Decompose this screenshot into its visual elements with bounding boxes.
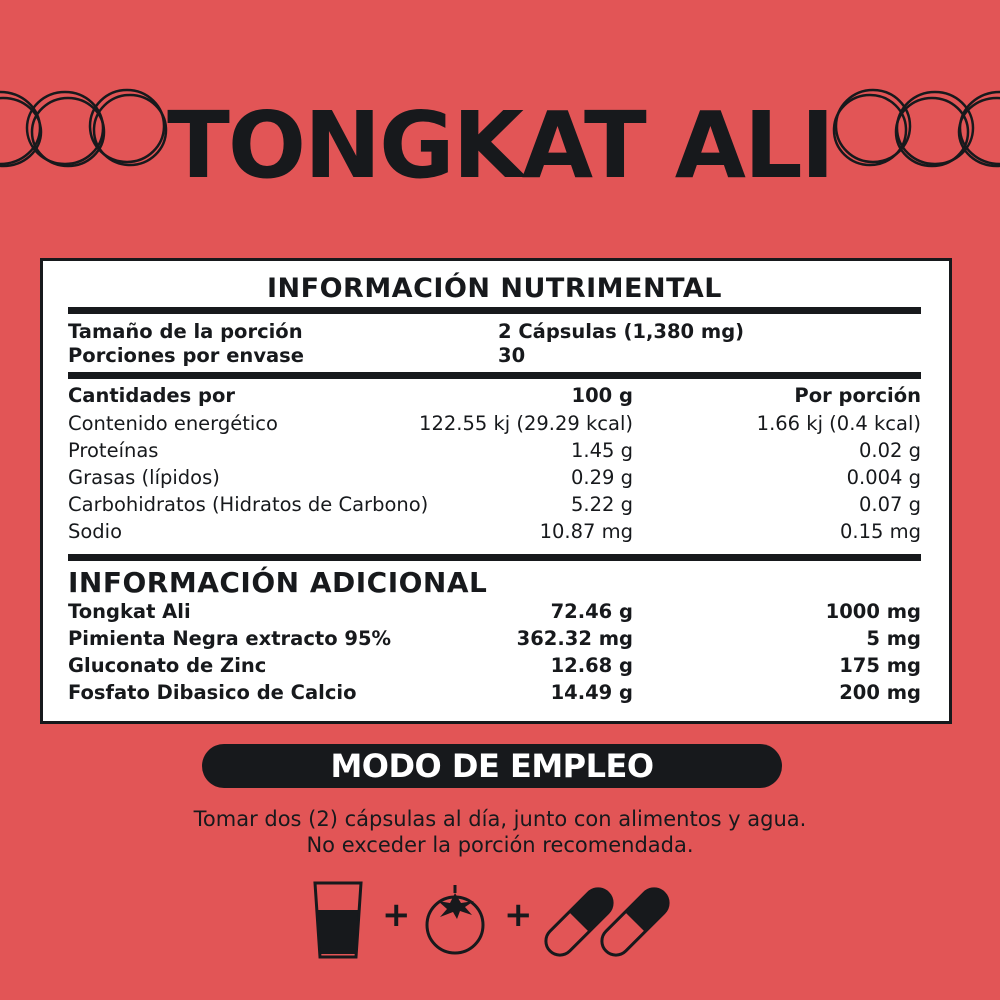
servings-value: 30 <box>498 344 526 367</box>
ingredient-per100: 362.32 mg <box>516 627 633 650</box>
ingredient-per100: 14.49 g <box>550 681 633 704</box>
ingredient-name: Tongkat Ali <box>68 600 191 623</box>
header-label: Cantidades por <box>68 384 236 407</box>
divider <box>68 307 921 314</box>
plus-sign: + <box>382 895 411 935</box>
table-row <box>68 653 921 679</box>
nutrition-heading: INFORMACIÓN NUTRIMENTAL <box>266 273 722 304</box>
ingredient-name: Gluconato de Zinc <box>68 654 267 677</box>
usage-instructions <box>0 806 1000 858</box>
glass-of-water-icon <box>312 880 364 960</box>
tomato-icon <box>420 883 490 957</box>
nutrient-per-serving: 0.15 mg <box>840 520 921 543</box>
serving-size-row <box>68 319 921 345</box>
nutrient-per100: 1.45 g <box>571 439 633 462</box>
nutrient-per-serving: 0.02 g <box>859 439 921 462</box>
ingredient-per-serving: 175 mg <box>839 654 921 677</box>
servings-row <box>68 343 921 369</box>
nutrient-per100: 122.55 kj (29.29 kcal) <box>419 412 633 435</box>
table-row <box>68 411 921 437</box>
divider <box>68 554 921 561</box>
ingredient-name: Pimienta Negra extracto 95% <box>68 627 392 650</box>
ingredient-per-serving: 5 mg <box>866 627 921 650</box>
nutrition-panel <box>40 258 952 724</box>
ingredient-per-serving: 200 mg <box>839 681 921 704</box>
header-per100: 100 g <box>571 384 633 407</box>
ingredient-per100: 12.68 g <box>550 654 633 677</box>
table-row <box>68 519 921 545</box>
usage-heading: MODO DE EMPLEO <box>202 744 782 788</box>
usage-icons <box>0 875 1000 975</box>
product-title: TONGKAT ALI <box>167 92 833 199</box>
ingredient-name: Fosfato Dibasico de Calcio <box>68 681 357 704</box>
table-header-row <box>68 383 921 409</box>
table-row <box>68 680 921 706</box>
nutrient-per100: 0.29 g <box>571 466 633 489</box>
nutrient-name: Sodio <box>68 520 123 543</box>
table-row <box>68 438 921 464</box>
ingredient-per-serving: 1000 mg <box>825 600 921 623</box>
serving-size-value: 2 Cápsulas (1,380 mg) <box>498 320 745 343</box>
table-row <box>68 599 921 625</box>
table-row <box>68 626 921 652</box>
plus-sign: + <box>504 895 533 935</box>
table-row <box>68 492 921 518</box>
nutrient-per100: 10.87 mg <box>539 520 633 543</box>
nutrient-per100: 5.22 g <box>571 493 633 516</box>
table-row <box>68 465 921 491</box>
nutrient-per-serving: 0.004 g <box>846 466 921 489</box>
header-per-serving: Por porción <box>794 384 921 407</box>
usage-line-2: No exceder la porción recomendada. <box>306 833 694 857</box>
nutrient-per-serving: 0.07 g <box>859 493 921 516</box>
usage-line-1: Tomar dos (2) cápsulas al día, junto con alimentos y agua. <box>193 807 807 831</box>
nutrient-name: Contenido energético <box>68 412 278 435</box>
divider <box>68 372 921 379</box>
nutrient-per-serving: 1.66 kj (0.4 kcal) <box>756 412 921 435</box>
servings-label: Porciones por envase <box>68 344 305 367</box>
capsule-icon <box>592 879 678 965</box>
nutrient-name: Carbohidratos (Hidratos de Carbono) <box>68 493 429 516</box>
nutrient-name: Grasas (lípidos) <box>68 466 220 489</box>
serving-size-label: Tamaño de la porción <box>68 320 303 343</box>
additional-heading: INFORMACIÓN ADICIONAL <box>68 566 488 599</box>
ingredient-per100: 72.46 g <box>550 600 633 623</box>
nutrient-name: Proteínas <box>68 439 159 462</box>
